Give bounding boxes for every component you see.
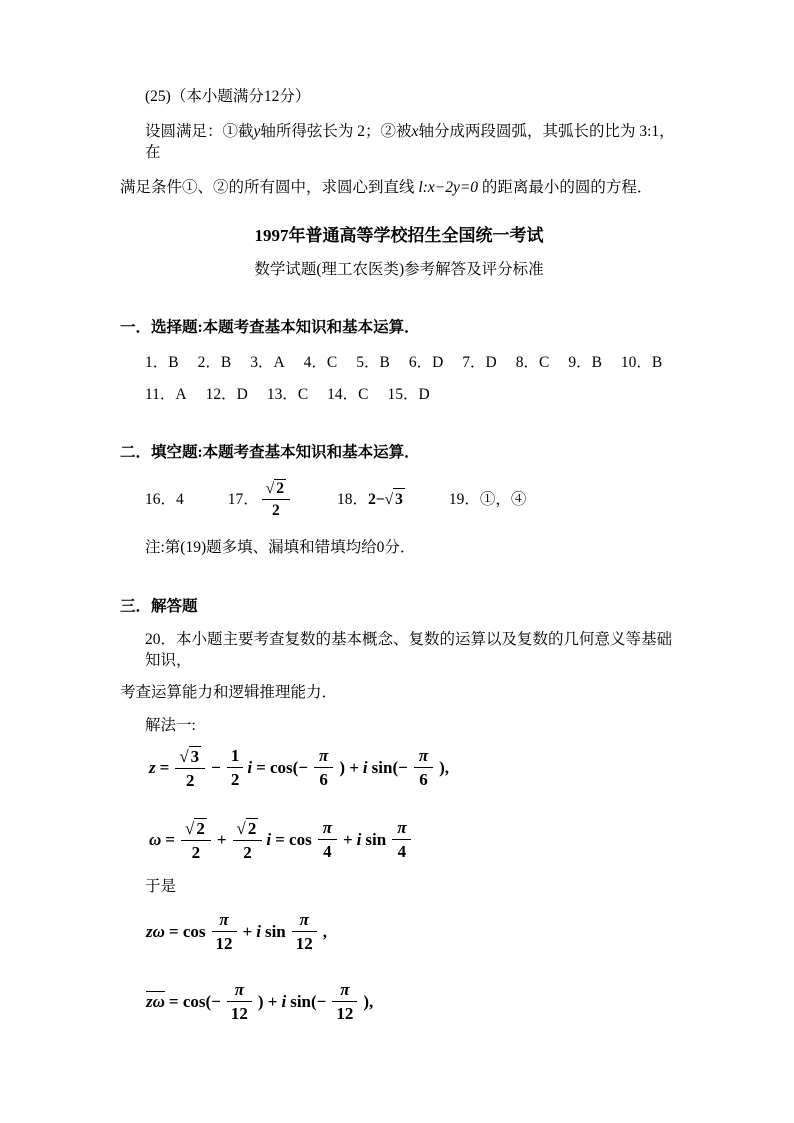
problem-25-line2 — [120, 177, 678, 198]
fraction-numerator: π — [299, 909, 309, 929]
problem-25-line1-text2: 轴所得弦长为 2；②被 — [260, 123, 412, 140]
sqrt-sign: √ — [265, 480, 275, 497]
section-1-heading: 一．选择题:本题考查基本知识和基本运算． — [120, 319, 420, 336]
fraction-pi-over-12 — [227, 980, 252, 1023]
problem-25-line1 — [145, 121, 678, 163]
problem-25-header: (25)（本小题满分12分） — [145, 88, 311, 105]
fraction-numerator: π — [397, 818, 407, 838]
equals-cos-open: = cos(− — [168, 991, 221, 1011]
radicand: 3 — [190, 746, 200, 766]
radicand: 3 — [393, 488, 405, 510]
answer-item-8: 8．C — [515, 354, 550, 371]
blank-answer-16: 16．4 — [145, 490, 184, 508]
close-comma: ), — [439, 758, 450, 778]
fraction-pi-over-12 — [292, 910, 317, 953]
fraction-numerator: π — [319, 746, 329, 766]
fraction-denominator: 2 — [233, 840, 263, 862]
fraction-denominator: 6 — [314, 767, 333, 789]
equals-cos: = cos — [168, 921, 206, 941]
fraction-numerator: 1 — [230, 746, 240, 766]
sin-open: sin(− — [371, 758, 408, 778]
sin-operator: sin — [365, 830, 387, 850]
minus-sign: − — [211, 758, 221, 778]
blank-answer-18 — [337, 488, 405, 510]
exam-title: 1997年普通高等学校招生全国统一考试 — [254, 226, 544, 245]
plus-sign: + — [216, 830, 227, 850]
equals-cos: = cos — [275, 830, 312, 850]
blank-17-label: 17． — [227, 490, 259, 508]
radicand: 2 — [247, 818, 257, 838]
sqrt-sign: √ — [184, 818, 195, 838]
fraction-numerator: π — [418, 746, 429, 766]
answer-item-5: 5．B — [356, 354, 390, 371]
blank-18-label: 18． — [337, 490, 369, 508]
note-19: 注:第(19)题多填、漏填和错填均给0分． — [145, 538, 416, 556]
radicand: 2 — [196, 818, 205, 838]
sqrt-sign: √ — [236, 818, 246, 838]
fraction-denominator: 12 — [332, 1001, 357, 1023]
var-z: z — [149, 758, 156, 778]
fraction-denominator: 4 — [392, 839, 411, 861]
answer-item-15: 15．D — [387, 386, 430, 403]
answer-item-6: 6．D — [408, 354, 444, 371]
answer-item-3: 3．A — [250, 354, 285, 371]
fraction-numerator — [181, 818, 211, 840]
radicand: 2 — [276, 480, 285, 497]
formula-z-omega-conjugate — [145, 980, 678, 1023]
answer-item-1: 1．B — [145, 354, 179, 371]
blank-answer-19: 19．①，④ — [448, 490, 527, 508]
answer-item-12: 12．D — [205, 386, 248, 403]
fraction-pi-over-12 — [332, 980, 357, 1023]
fraction-pi-over-12 — [212, 910, 237, 953]
variable-y: y — [253, 123, 261, 140]
fraction-sqrt2-over-2 — [233, 818, 263, 862]
question-20-desc-line1: 20．本小题主要考查复数的基本概念、复数的运算以及复数的几何意义等基础知识， — [145, 630, 673, 669]
section-3-heading: 三．解答题 — [120, 597, 198, 615]
fraction-denominator: 12 — [227, 1001, 252, 1023]
problem-25-line1-text3: 轴分成两段圆弧，其弧长的比为 3:1，在 — [145, 123, 675, 161]
sin-open: sin(− — [290, 991, 327, 1011]
fraction-pi-over-4 — [392, 818, 411, 861]
answer-item-11: 11．A — [145, 386, 187, 403]
fraction-denominator: 12 — [212, 931, 237, 953]
answer-item-10: 10．B — [620, 354, 663, 371]
fraction-numerator: π — [219, 909, 229, 929]
comma: , — [322, 921, 327, 941]
fraction-denominator: 12 — [292, 931, 317, 953]
fraction-denominator: 2 — [181, 840, 211, 862]
fraction-1-over-2 — [227, 746, 244, 789]
problem-25-line2-text: 满足条件①、②的所有圆中，求圆心到直线 — [120, 179, 415, 196]
fraction-pi-over-4 — [318, 818, 337, 861]
fraction-numerator — [175, 746, 205, 768]
var-z-omega-conjugate: $\overline{z\omega}$ — [146, 991, 165, 1011]
fraction-denominator: 2 — [262, 499, 290, 519]
fraction-sqrt2-over-2 — [181, 818, 211, 862]
close-plus: ) + — [339, 758, 359, 778]
blank-18-pre: 2− — [368, 491, 385, 509]
transition-text: 于是 — [145, 877, 177, 895]
problem-25-line2-text2: 的距离最小的圆的方程． — [481, 179, 653, 196]
var-i: i — [281, 991, 287, 1011]
mc-answers-row-2 — [145, 384, 678, 405]
var-i: i — [362, 758, 368, 778]
section-2-heading: 二．填空题:本题考查基本知识和基本运算． — [120, 444, 420, 461]
fraction-pi-over-6 — [414, 746, 433, 789]
exam-subtitle: 数学试题(理工农医类)参考解答及评分标准 — [254, 261, 544, 278]
answer-item-13: 13．C — [266, 386, 309, 403]
fraction-denominator: 4 — [318, 839, 337, 861]
var-i: i — [247, 758, 253, 778]
answer-item-4: 4．C — [303, 354, 338, 371]
var-i: i — [266, 830, 272, 850]
fraction-sqrt3-over-2 — [175, 746, 205, 790]
fraction-denominator: 6 — [414, 767, 433, 789]
answer-item-7: 7．D — [462, 354, 497, 371]
question-20-desc-line2: 考查运算能力和逻辑推理能力． — [120, 683, 338, 701]
solution-1-label: 解法一: — [145, 716, 196, 734]
sqrt-sign: √ — [384, 491, 394, 509]
fraction-denominator: 2 — [175, 768, 205, 790]
blank-18-math — [368, 488, 405, 510]
answer-item-2: 2．B — [197, 354, 232, 371]
close-plus: ) + — [257, 991, 278, 1011]
equals-cos-open: = cos(− — [256, 758, 309, 778]
mc-answers-row-1 — [145, 352, 678, 373]
problem-25-line1-text: 设圆满足：①截 — [145, 123, 254, 140]
plus-sign: + — [342, 830, 353, 850]
variable-x: x — [411, 123, 419, 140]
formula-z-polar — [148, 746, 678, 790]
fraction-denominator: 2 — [227, 767, 244, 789]
equals-sign: = — [165, 830, 175, 850]
var-i: i — [256, 921, 261, 941]
var-i: i — [356, 830, 362, 850]
blank-answer-17 — [228, 479, 293, 520]
blank-answers-row — [145, 479, 678, 520]
fraction-numerator: π — [234, 979, 245, 999]
fraction-numerator: π — [322, 818, 332, 838]
plus-sign: + — [242, 921, 253, 941]
fraction-numerator: π — [340, 979, 350, 999]
fraction-sqrt2-over-2 — [262, 479, 290, 520]
fraction-pi-over-6 — [314, 746, 333, 789]
fraction-numerator — [262, 479, 290, 499]
answer-item-14: 14．C — [327, 386, 369, 403]
var-omega: ω — [149, 830, 162, 850]
formula-z-omega-product — [145, 910, 678, 953]
fraction-numerator — [233, 818, 263, 840]
var-z-omega: zω — [146, 921, 165, 941]
formula-omega-polar — [148, 818, 678, 862]
sin-operator: sin — [264, 921, 286, 941]
equals-sign: = — [159, 758, 170, 778]
answer-item-9: 9．B — [568, 354, 602, 371]
sqrt-sign: √ — [179, 746, 189, 766]
close-comma: ), — [363, 991, 374, 1011]
line-equation: l:x−2y=0 — [418, 179, 479, 196]
